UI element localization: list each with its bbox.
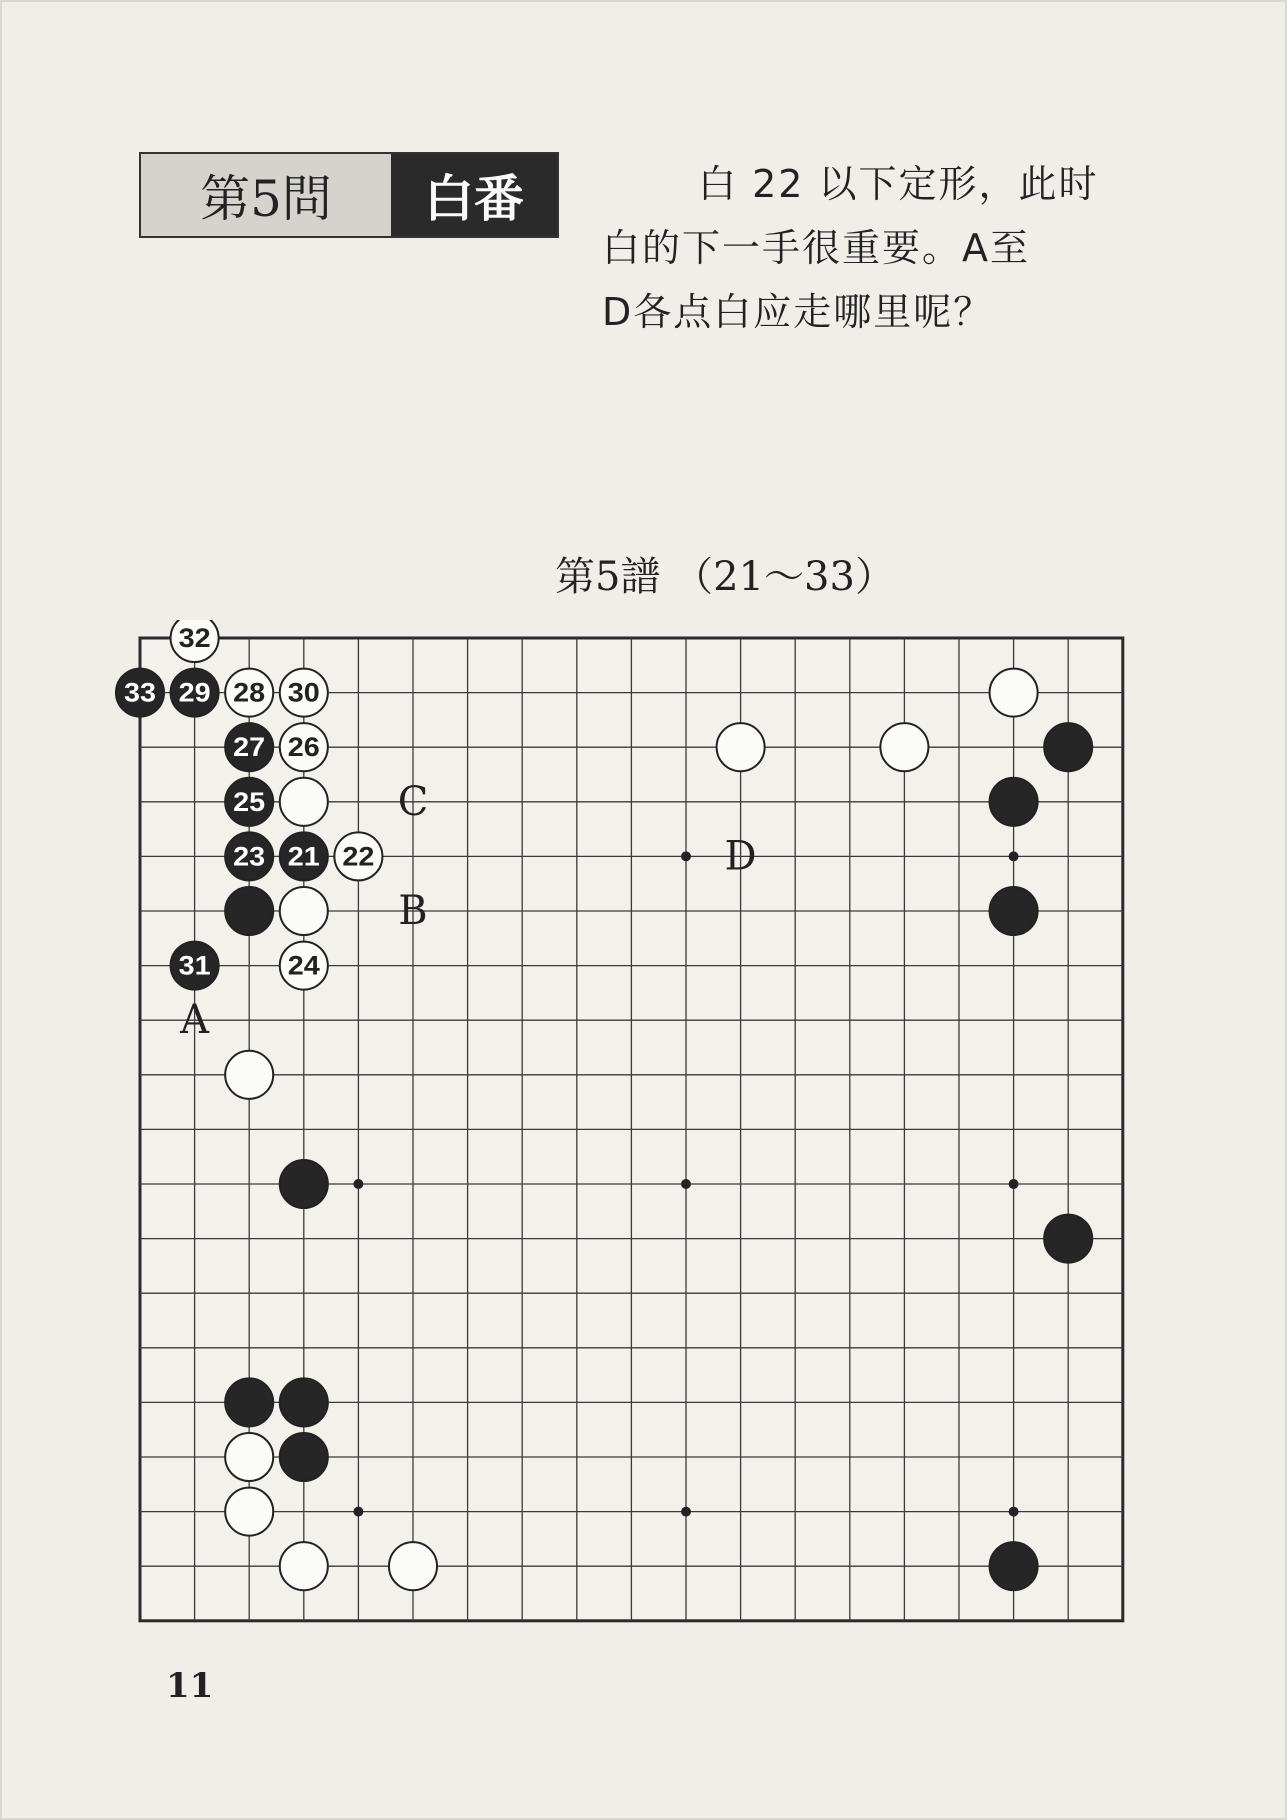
- stone-circle: [225, 887, 273, 935]
- black-stone: [225, 1378, 273, 1426]
- white-stone: [225, 1433, 273, 1481]
- stone-circle: [225, 1433, 273, 1481]
- problem-text-line: D各点白应走哪里呢？: [602, 290, 994, 334]
- white-stone: [880, 723, 928, 771]
- stone-circle: [280, 887, 328, 935]
- black-stone: [280, 1160, 328, 1208]
- star-point: [681, 1507, 691, 1517]
- stone-number: 24: [287, 950, 320, 981]
- white-stone-26: [280, 723, 328, 771]
- stone-number: 29: [178, 677, 211, 708]
- stone-circle: [389, 1542, 437, 1590]
- stone-circle: [280, 1160, 328, 1208]
- stone-circle: [880, 723, 928, 771]
- black-stone-23: [225, 832, 273, 880]
- stone-number: 21: [287, 841, 320, 872]
- black-stone-29: [171, 669, 219, 717]
- stone-circle: [717, 723, 765, 771]
- black-stone-25: [225, 778, 273, 826]
- stone-circle: [990, 1542, 1038, 1590]
- black-stone: [280, 1433, 328, 1481]
- stone-number: 23: [233, 841, 266, 872]
- problem-description: [602, 152, 1122, 344]
- stone-number: 22: [342, 841, 375, 872]
- white-stone: [225, 1051, 273, 1099]
- stone-circle: [1044, 1215, 1092, 1263]
- stone-number: 33: [124, 677, 156, 708]
- label-a: A: [180, 997, 210, 1044]
- label-d: D: [724, 833, 757, 880]
- star-point: [353, 1179, 363, 1189]
- white-stone: [280, 887, 328, 935]
- stone-number: 30: [287, 677, 320, 708]
- stone-circle: [1044, 723, 1092, 771]
- white-stone: [717, 723, 765, 771]
- white-stone-32: [171, 620, 219, 662]
- black-stone: [1044, 1215, 1092, 1263]
- stone-number: 31: [178, 950, 211, 981]
- problem-label: 第5問: [141, 154, 391, 236]
- star-point: [681, 851, 691, 861]
- stone-circle: [990, 669, 1038, 717]
- black-stone-31: [171, 942, 219, 990]
- stone-number: 28: [233, 677, 266, 708]
- label-c: C: [397, 778, 429, 825]
- white-stone: [225, 1488, 273, 1536]
- white-stone-30: [280, 669, 328, 717]
- stone-number: 25: [233, 786, 266, 817]
- star-point: [1009, 1507, 1019, 1517]
- stone-circle: [990, 887, 1038, 935]
- stone-circle: [225, 1378, 273, 1426]
- white-stone-24: [280, 942, 328, 990]
- black-stone: [990, 778, 1038, 826]
- stone-circle: [990, 778, 1038, 826]
- black-stone-27: [225, 723, 273, 771]
- black-stone: [990, 887, 1038, 935]
- problem-text-line: 白的下一手很重要。A至: [602, 226, 1030, 270]
- black-stone-33: [116, 669, 164, 717]
- stone-circle: [280, 1433, 328, 1481]
- star-point: [1009, 851, 1019, 861]
- stone-circle: [280, 1378, 328, 1426]
- white-stone-22: [334, 832, 382, 880]
- page-number: 11: [166, 1666, 214, 1706]
- stone-number: 32: [178, 623, 211, 653]
- black-stone: [1044, 723, 1092, 771]
- black-stone: [990, 1542, 1038, 1590]
- star-point: [681, 1179, 691, 1189]
- white-stone: [280, 1542, 328, 1590]
- white-stone: [990, 669, 1038, 717]
- problem-header: [139, 152, 559, 238]
- turn-label: 白番: [391, 154, 557, 236]
- problem-text-line: 白 22 以下定形，此时: [698, 162, 1099, 206]
- stone-number: 26: [287, 732, 320, 763]
- stone-number: 27: [233, 732, 266, 763]
- white-stone: [280, 778, 328, 826]
- black-stone: [225, 887, 273, 935]
- stone-circle: [225, 1051, 273, 1099]
- white-stone-28: [225, 669, 273, 717]
- stone-circle: [280, 1542, 328, 1590]
- label-b: B: [398, 888, 428, 934]
- star-point: [353, 1507, 363, 1517]
- star-point: [1009, 1179, 1019, 1189]
- white-stone: [389, 1542, 437, 1590]
- black-stone: [280, 1378, 328, 1426]
- stone-circle: [225, 1488, 273, 1536]
- stone-circle: [280, 778, 328, 826]
- black-stone-21: [280, 832, 328, 880]
- diagram-title: 第5譜 （21～33）: [555, 554, 895, 600]
- go-board: [110, 620, 1150, 1640]
